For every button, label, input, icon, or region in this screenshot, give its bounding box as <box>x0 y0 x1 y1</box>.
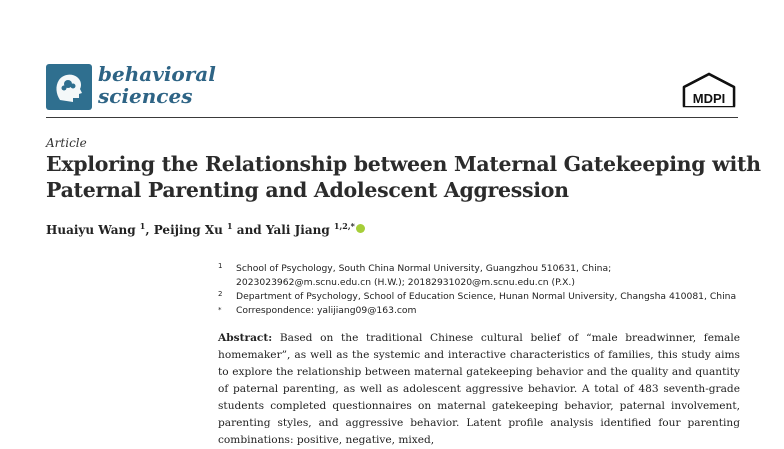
correspondence-marker: * <box>218 306 222 314</box>
author-list <box>46 221 365 237</box>
abstract-text: Based on the traditional Chinese cultural belief of “male breadwinner, female homemaker”, as well as the systemic and interactive characteristics of families, this study aims to explore the relationship between maternal gatekeeping behavior and the quality and quantity of paternal parenting, as well as adolescent aggressive behavior. A total of 483 seventh-grade students completed questionnaires on maternal gatekeeping behavior, paternal involvement, parenting styles, and aggressive behavior. Latent profile analysis identified four parenting combinations: positive, negative, mixed, <box>218 332 740 446</box>
journal-logo-icon <box>46 64 92 110</box>
journal-name-line2: sciences <box>98 84 193 108</box>
affiliation-number: 1 <box>218 262 223 270</box>
article-title: Exploring the Relationship between Maternal Gatekeeping with Paternal Parenting and Adolescent Aggression <box>46 152 761 202</box>
author-name[interactable]: Peijing Xu <box>153 223 223 237</box>
mdpi-logo-icon <box>680 72 738 112</box>
correspondence-line[interactable]: Correspondence: yalijiang09@163.com <box>236 305 417 316</box>
publisher-logo <box>680 72 738 112</box>
author-name[interactable]: Yali Jiang <box>265 223 330 237</box>
author-separator: and <box>232 223 266 237</box>
abstract <box>218 330 740 449</box>
affiliation-line: School of Psychology, South China Normal University, Guangzhou 510631, China; <box>236 263 612 274</box>
author-affiliation-sup: 1 <box>227 221 233 231</box>
article-type: Article <box>46 136 87 150</box>
affiliation-2 <box>218 290 758 304</box>
abstract-label: Abstract: <box>218 332 273 344</box>
author-separator: , <box>145 223 154 237</box>
orcid-icon[interactable] <box>356 224 365 233</box>
author-affiliation-sup: 1,2,* <box>333 221 355 231</box>
correspondence <box>218 304 758 318</box>
journal-name-line1: behavioral <box>98 62 216 86</box>
author-name[interactable]: Huaiyu Wang <box>46 223 136 237</box>
affiliation-line: Department of Psychology, School of Education Science, Hunan Normal University, Changsha 410081, China <box>236 291 737 302</box>
affiliation-1 <box>218 262 758 290</box>
publisher-name: MDPI <box>692 91 726 106</box>
header-rule <box>46 117 738 118</box>
affiliation-number: 2 <box>218 290 223 298</box>
journal-name <box>98 63 216 107</box>
affiliation-line[interactable]: 2023023962@m.scnu.edu.cn (H.W.); 20182931020@m.scnu.edu.cn (P.X.) <box>236 277 575 288</box>
head-silhouette-icon <box>46 64 92 110</box>
author-affiliation-sup: 1 <box>139 221 146 231</box>
